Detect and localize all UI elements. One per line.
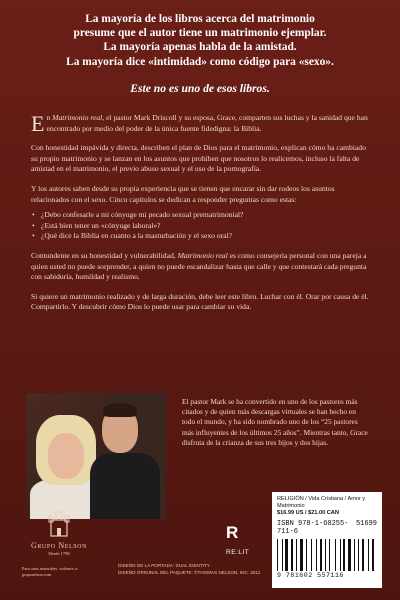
- man-hair: [103, 403, 137, 417]
- bio-text: El pastor Mark se ha convertido en uno de los pastores más citados y de quien más descargas virtuales se han hecho en todo el mundo, y ha sido nombrado uno de los “25 pastores más influyentes de los últimos 25 años”. Mientras tanto, Grace disfruta de la crianza de sus tres hijos y dos hijas.: [182, 397, 368, 447]
- intro-line: La mayoría de los libros acerca del matrimonio: [85, 13, 315, 25]
- barcode-bar: [300, 539, 303, 571]
- barcode-bar: [355, 539, 357, 571]
- barcode-bar: [296, 539, 297, 571]
- barcode-bar: [346, 539, 347, 571]
- question-item: • ¿Qué dice la Biblia en cuanto a la masturbación y el sexo oral?: [31, 231, 371, 242]
- barcode-bar: [306, 539, 307, 571]
- price-code: 51699: [355, 519, 377, 528]
- barcode-bar: [298, 539, 300, 571]
- barcode-panel: [272, 492, 382, 588]
- paragraph-text: , el pastor Mark Driscoll y su esposa, Grace, comparten sus luchas y la sanidad que han encontrado por medio del poder de la única fuente fidedigna: la Biblia.: [46, 113, 368, 133]
- paragraph-text: es como consejería personal con una pareja a quien usted no puede sorprender, a quien no puede escandalizar hasta que calle y que contestará cada pregunta con sabiduría, humildad y realismo.: [31, 250, 367, 282]
- barcode-bar: [277, 539, 278, 571]
- isbn-row: [277, 520, 377, 536]
- barcode-bar: [375, 539, 376, 571]
- paragraph-intro: [31, 113, 371, 134]
- barcode-bar: [318, 539, 319, 571]
- barcode-bar: [294, 539, 295, 571]
- description-body: [31, 113, 371, 322]
- book-title: Matrimonio real: [177, 250, 228, 260]
- tagline: Este no es uno de esos libros.: [130, 82, 270, 95]
- website-url: gruponelson.com: [22, 571, 51, 577]
- barcode-bar: [285, 539, 288, 571]
- barcode-bar: [348, 539, 351, 571]
- barcode-bar: [308, 539, 310, 571]
- barcode-bar: [291, 539, 293, 571]
- question-item: • ¿Debo confesarle a mi cónyuge mi pecado sexual prematrimonial?: [31, 210, 371, 221]
- paragraph-questions-intro: Y los autores saben desde su propia experiencia que se tienen que encarar sin dar rodeos los asuntos relacionados con el sexo. Cinco capítulos se dedican a responder preguntas como estas:: [31, 183, 335, 204]
- intro-heading: [20, 12, 380, 69]
- barcode-bar: [289, 539, 290, 571]
- barcode-bar: [335, 539, 336, 571]
- barcode-bar: [337, 539, 339, 571]
- publisher-logo: [22, 510, 88, 577]
- question-list: [31, 210, 371, 242]
- website-label: Para otros materiales, visítenos a:: [22, 566, 79, 571]
- barcode-bar: [312, 539, 315, 571]
- paragraph-call-to-action: Si quiere un matrimonio realizado y de larga duración, debe leer este libro. Luchar con él. Orar por causa de él. Compartirlo. Y descubrir cómo Dios lo puede usar para cambiar su vida.: [31, 291, 369, 312]
- dropcap: E: [31, 111, 45, 136]
- intro-line: La mayoría dice «intimidad» como código para «sexo».: [66, 55, 334, 68]
- barcode-bar: [340, 539, 341, 571]
- isbn-text: ISBN 978-1-60255-711-6: [277, 519, 349, 536]
- barcode-bar: [354, 539, 355, 571]
- barcode-bar: [370, 539, 371, 571]
- price-label: $16.99 US / $21.00 CAN: [277, 510, 339, 517]
- barcode-bar: [282, 539, 283, 571]
- barcode-bar: [358, 539, 359, 571]
- barcode-bar: [311, 539, 312, 571]
- barcode-bar: [331, 539, 334, 571]
- barcode-bar: [372, 539, 374, 571]
- barcode-bar: [284, 539, 285, 571]
- barcode-bar: [279, 539, 281, 571]
- publisher-name: Grupo Nelson: [30, 541, 88, 550]
- design-credits: [118, 562, 298, 576]
- relit-name: RE:LIT: [226, 549, 250, 556]
- barcode-bar: [341, 539, 342, 571]
- barcode-bar: [316, 539, 317, 571]
- barcode-bar: [320, 539, 322, 571]
- book-title: Matrimonio real: [52, 113, 103, 122]
- paragraph-text: Contundente en su honestidad y vulnerabilidad,: [31, 250, 178, 260]
- author-photo: [26, 393, 166, 519]
- barcode-bar: [352, 539, 353, 571]
- barcode-bar: [323, 539, 324, 571]
- barcode-bar: [329, 539, 330, 571]
- credit-line: DISEÑO DE LA PORTADA: DUAL IDENTITY: [118, 563, 210, 568]
- barcode-bars: [277, 539, 377, 571]
- barcode-bar: [362, 539, 364, 571]
- intro-line: presume que el autor tiene un matrimonio ejemplar.: [73, 27, 327, 40]
- barcode-bar: [365, 539, 368, 571]
- barcode-number: 9 781602 557116: [277, 571, 344, 579]
- author-bio: [182, 397, 368, 448]
- barcode-bar: [304, 539, 305, 571]
- publisher-website: [22, 566, 102, 578]
- paragraph-honesty: [31, 251, 371, 283]
- barcode-bar: [343, 539, 345, 571]
- paragraph-text: n: [46, 113, 53, 122]
- woman-face: [48, 433, 84, 479]
- man-figure: [90, 453, 160, 519]
- category-label: RELIGIÓN / Vida Cristiana / Amor y Matrimonio: [277, 496, 366, 509]
- castle-icon: [47, 510, 71, 538]
- question-item: • ¿Está bien tener un «cónyuge laboral»?: [31, 221, 371, 232]
- barcode-bar: [368, 539, 369, 571]
- publisher-since: Desde 1798: [48, 551, 70, 556]
- intro-line: La mayoría apenas habla de la amistad.: [103, 41, 297, 54]
- barcode-bar: [360, 539, 361, 571]
- credit-line: DISEÑO ORIGINAL DEL PAQUETE: ©THOMAS NELSON, INC. 2011: [118, 570, 261, 575]
- relit-icon: R: [226, 523, 239, 542]
- barcode-bar: [327, 539, 328, 571]
- relit-logo: [226, 524, 249, 559]
- barcode-bar: [325, 539, 327, 571]
- paragraph-plan: Con honestidad impávida y directa, describen el plan de Dios para el matrimonio, explican cómo ha cambiado su propio matrimonio y se lanzan en los asuntos que prohíben que nosotros lo realicemos, incluso la falta de amistad en el matrimonio, el previo abuso sexual y el uso de la pornografía.: [31, 143, 366, 174]
